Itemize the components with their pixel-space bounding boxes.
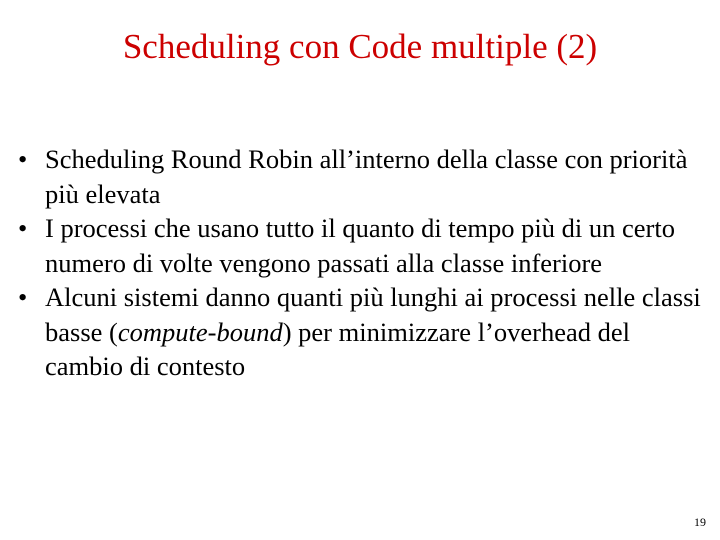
bullet-text-part: Alcuni sistemi danno quanti più lunghi ai processi nelle classi basse ( [45,282,701,347]
bullet-text: I processi che usano tutto il quanto di tempo più di un certo numero di volte vengono passati alla classe inferiore [45,213,675,278]
slide-title: Scheduling con Code multiple (2) [122,27,598,66]
bullet-text: Scheduling Round Robin all’interno della classe con priorità più elevata [45,144,688,209]
page-number: 19 [694,515,706,529]
bullet-list [18,142,708,384]
bullet-icon: • [18,282,28,312]
bullet-item [18,142,708,211]
bullet-text [45,282,701,381]
bullet-icon: • [18,144,28,174]
bullet-icon: • [18,213,28,243]
bullet-item [18,280,708,384]
bullet-text-part: ) per minimizzare l’overhead del cambio di contesto [45,316,630,381]
bullet-text-italic: compute-bound [117,316,283,347]
bullet-item [18,211,708,280]
